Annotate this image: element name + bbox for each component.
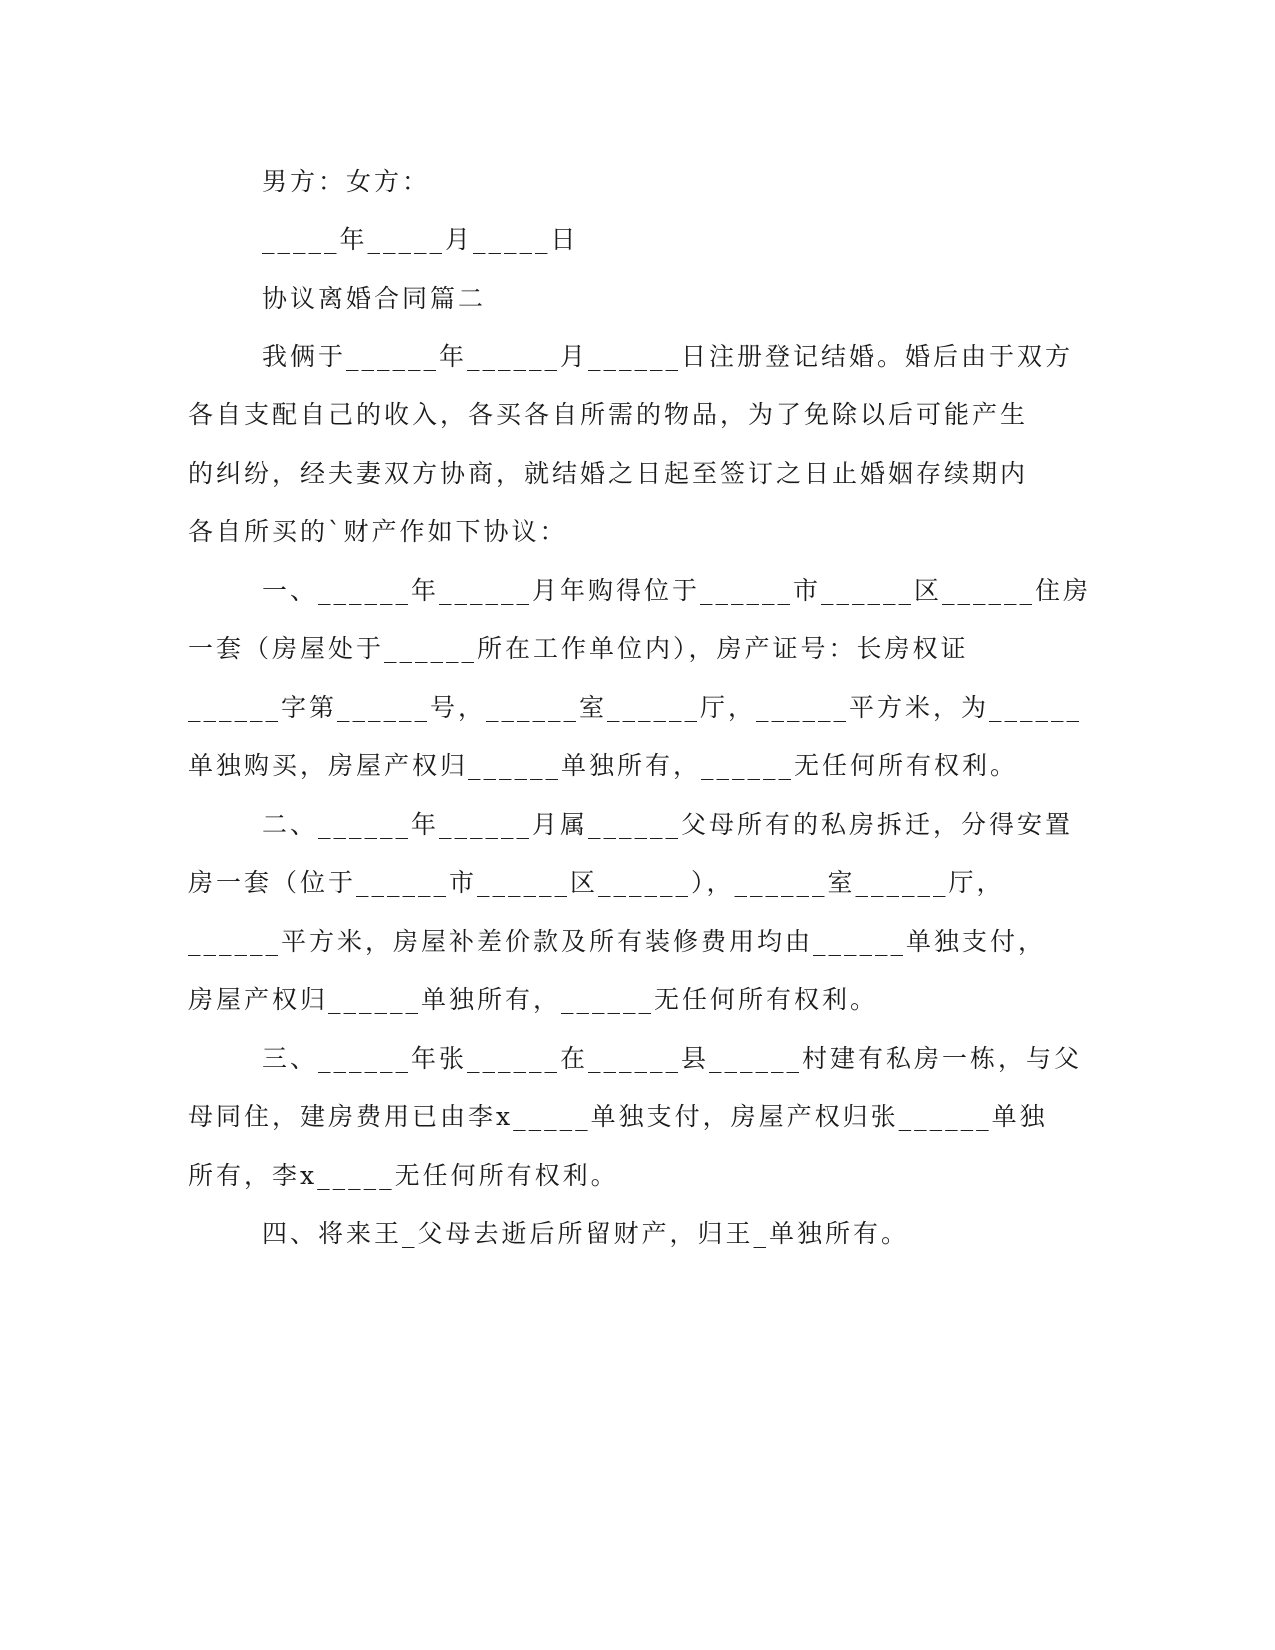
paragraph-intro-line-4: 各自所买的`财产作如下协议： [188, 517, 568, 546]
clause-3-line-3: 所有，李x_____无任何所有权利。 [188, 1161, 619, 1190]
paragraph-intro-line-1: 我俩于______年______月______日注册登记结婚。婚后由于双方 [262, 342, 1074, 371]
clause-3-line-1: 三、______年张______在______县______村建有私房一栋，与父 [262, 1044, 1083, 1073]
clause-3-line-2: 母同住，建房费用已由李x_____单独支付，房屋产权归张______单独 [188, 1102, 1048, 1131]
section-heading: 协议离婚合同篇二 [262, 284, 487, 313]
paragraph-intro-line-3: 的纠纷，经夫妻双方协商，就结婚之日起至签订之日止婚姻存续期内 [188, 459, 1029, 488]
clause-1-line-4: 单独购买，房屋产权归______单独所有，______无任何所有权利。 [188, 751, 1019, 780]
signature-parties-line: 男方：女方： [262, 167, 431, 196]
clause-2-line-3: ______平方米，房屋补差价款及所有装修费用均由______单独支付， [188, 927, 1047, 956]
clause-2-line-1: 二、______年______月属______父母所有的私房拆迁，分得安置 [262, 810, 1074, 839]
clause-2-line-4: 房屋产权归______单独所有，______无任何所有权利。 [188, 985, 879, 1014]
date-blank-line: _____年_____月_____日 [262, 225, 579, 254]
clause-4-line-1: 四、将来王_父母去逝后所留财产，归王_单独所有。 [262, 1219, 910, 1248]
paragraph-intro-line-2: 各自支配自己的收入，各买各自所需的物品，为了免除以后可能产生 [188, 400, 1029, 429]
clause-1-line-3: ______字第______号，______室______厅，______平方米，为______ [188, 693, 1083, 722]
clause-1-line-1: 一、______年______月年购得位于______市______区______住房 [262, 576, 1092, 605]
clause-2-line-2: 房一套（位于______市______区______），______室______厅， [188, 868, 1005, 897]
clause-1-line-2: 一套（房屋处于______所在工作单位内），房产证号：长房权证 [188, 634, 969, 663]
